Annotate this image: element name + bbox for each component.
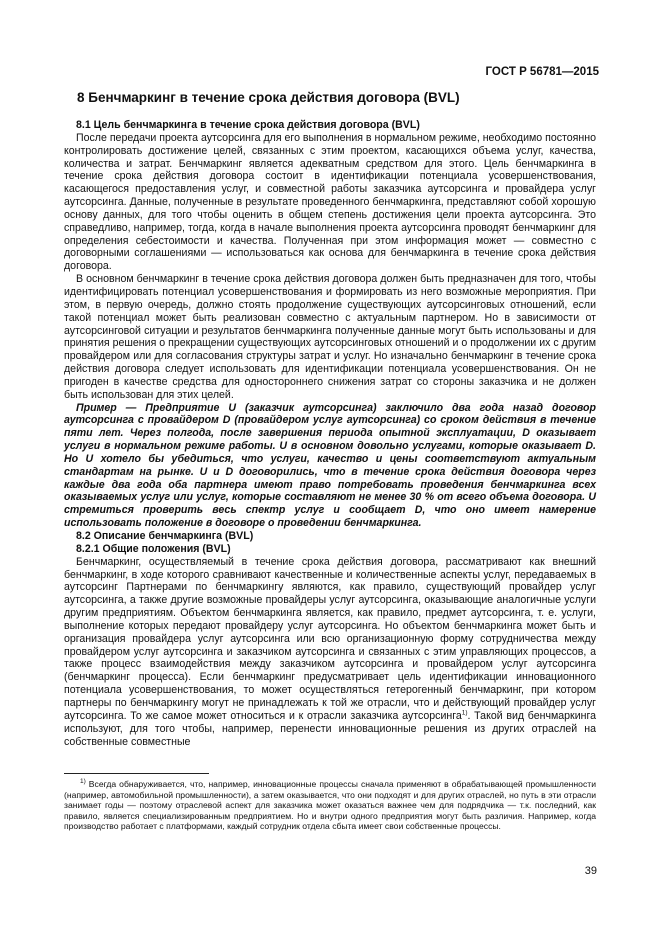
footnote-divider [64,773,209,774]
example-paragraph: Пример — Предприятие U (заказчик аутсорсинга) заключило два года назад договор аутсорсинга с провайдером D (провайдером услуг аутсорсинга) со сроком действия в течение пяти лет. Через полгода, после завершения периода опытной эксплуатации, D оказывает услуги в нормальном режиме работы. U в основном довольно услугами, которые оказывает D. Но U хотело бы убедиться, что услуги, качество и цены соответствуют актуальным стандартам на рынке. U и D договорились, что в течение срока действия договора через каждые два года оба партнера имеют право потребовать проведения бенчмаркинга всех оказываемых услуг или услуг, которые составляют не менее 30 % от всего объема договора. U стремиться проверить весь спектр услуг и сообщает D, что оно имеет намерение использовать положение в договоре о проведении бенчмаркинга. [64,401,596,530]
page-number: 39 [584,865,597,877]
section-body [64,119,596,748]
paragraph: После передачи проекта аутсорсинга для его выполнения в нормальном режиме, необходимо постоянно контролировать достижение целей, связанных с этим проектом, касающихся объема услуг, качества, количества и затрат. Бенчмаркинг является адекватным средством для этого. Цель бенчмаркинга в течение срока действия договора состоит в идентификации потенциала усовершенствования, касающегося предоставления услуг, и совместной работы заказчика аутсорсинга и провайдера услуг аутсорсинга. Данные, полученные в результате проведенного бенчмаркинга, представляют собой хорошую основу данных, для того чтобы оценить в общем степень достижения цели проекта аутсорсинга. Это справедливо, например, тогда, когда в начале выполнения проекта аутсорсинга проводят бенчмаркинг для определения себестоимости и качества. Полученная при этом информация может — совместно с договорными соглашениями — использоваться как основа для бенчмаркинга в течение срока действия договора. [64,131,596,273]
subsection-8-2-heading: 8.2 Описание бенчмаркинга (BVL) [76,530,254,542]
paragraph [64,556,596,749]
paragraph-text-continued: . Такой вид бенчмаркинга используют, для того чтобы, например, перенести инновационные решения из других отраслей на собственные совместные [64,709,596,748]
section-title: 8 Бенчмаркинг в течение срока действия договора (BVL) [77,90,460,105]
footnote-text: Всегда обнаруживается, что, например, инновационные процессы сначала применяют в обрабатывающей промышленности (например, автомобильной промышленности), а затем оказывается, что они подходят и для других отраслей, но путь в эти отрасли занимает годы — поэтому отраслевой аспект для заказчика может оказаться важнее чем для подрядчика — т.к. последний, как правило, является специализированным предприятием. Но и внутри одного предприятия могут быть различия. Например, когда производство работает с платформами, каждый сотрудник отдела сбыта имеет свои собственные процессы. [64,779,596,831]
paragraph-text: Бенчмаркинг, осуществляемый в течение срока действия договора, рассматривают как внешний бенчмаркинг, в ходе которого сравнивают качественные и количественные аспекты услуг, передаваемых в аутсорсинг Партнерами по бенчмаркингу являются, как правило, существующий провайдер услуг аутсорсинга, а также другие возможные провайдеры услуг аутсорсинга, оказывающие аналогичные услуги другим предприятиям. Объектом бенчмаркинга является, как правило, предмет аутсорсинга, т. е. услуги, выполнение которых передают провайдеру услуг аутсорсинга. Но объектом бенчмаркинга может быть и организация провайдера услуг аутсорсинга или всю организационную форму сотрудничества между провайдером услуг аутсорсинга и заказчиком аутсорсинга и связанных с этим управляющих процессов, а также процесс взаимодействия между заказчиком аутсорсинга и провайдером услуг аутсорсинга (бенчмаркинг процесса). Если бенчмаркинг предусматривает цель идентификации инновационного потенциала усовершенствования, то может осуществляться гетерогенный бенчмаркинг, при котором партнеры по бенчмаркингу могут не принадлежать к той же отрасли, что и действующий провайдер услуг аутсорсинга. То же самое может относиться и к отрасли заказчика аутсорсинга [64,555,596,722]
footnote-marker: 1) [80,778,86,786]
subsection-8-1-heading: 8.1 Цель бенчмаркинга в течение срока действия договора (BVL) [76,119,420,131]
footnote-reference[interactable]: 1) [461,709,468,717]
paragraph: В основном бенчмаркинг в течение срока действия договора должен быть предназначен для того, чтобы идентифицировать потенциал усовершенствования и формировать из него возможные мероприятия. При этом, в первую очередь, должно стоять продолжение существующих аутсорсинговых отношений, если такой потенциал может быть реализован совместно с актуальным партнером. Но в зависимости от аутсорсинговой ситуации и результатов бенчмаркинга полученные данные могут быть использованы и для принятия решения о прекращении существующих аутсорсинговых отношений и о продолжении их с другим провайдером или для согласования структуры затрат и услуг. Но изначально бенчмаркинг в течение срока действия договора следует использовать для идентификации потенциала усовершенствования. Он не пригоден в качестве средства для одностороннего снижения затрат со стороны заказчика и не должен быть использован для этих целей. [64,273,596,401]
footnote [64,779,596,832]
document-code-header: ГОСТ Р 56781—2015 [485,66,599,78]
subsection-8-2-1-heading: 8.2.1 Общие положения (BVL) [76,542,231,555]
